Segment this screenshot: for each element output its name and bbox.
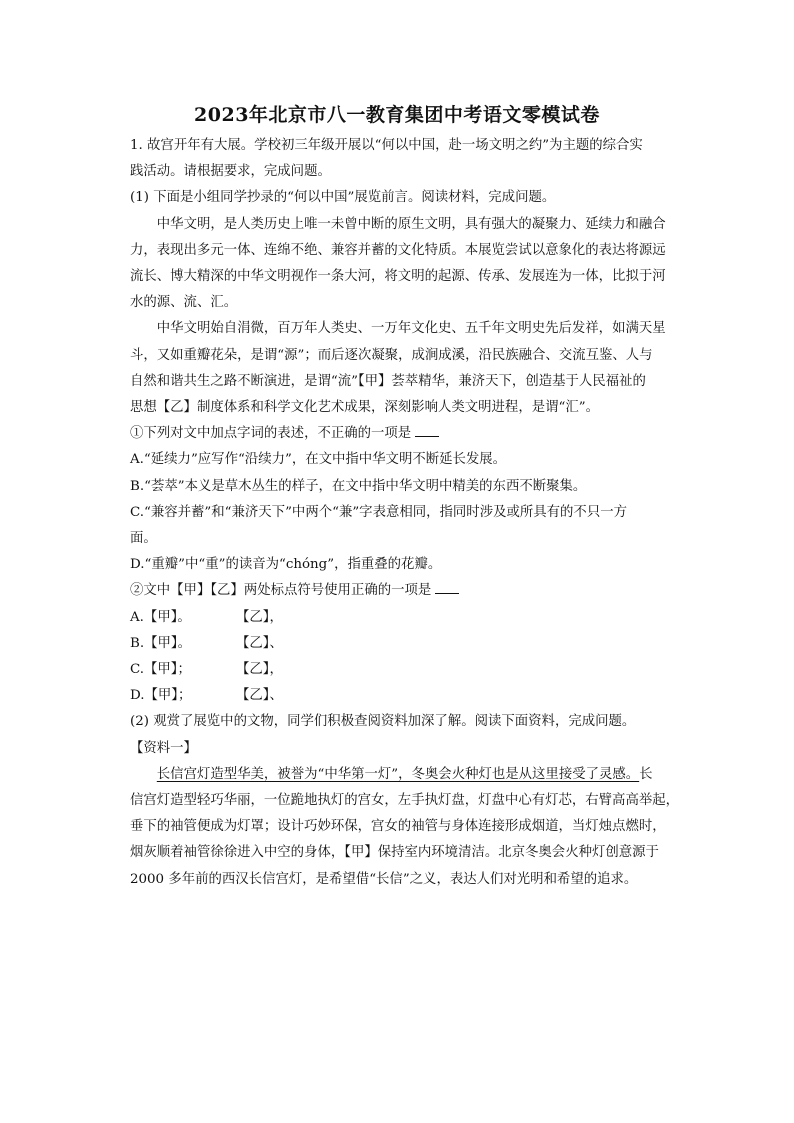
material-line: 2000 多年前的西汉长信宫灯，是希望借“长信”之义，表达人们对光明和希望的追求。 bbox=[130, 871, 638, 887]
passage-line: 流长、博大精深的中华文明视作一条大河，将文明的起源、传承、发展连为一体，比拟于河 bbox=[130, 269, 666, 285]
option bbox=[130, 657, 698, 683]
option: B.“荟萃”本义是草木丛生的样子，在文中指中华文明中精美的东西不断聚集。 bbox=[130, 478, 587, 494]
option-part-a: C.【甲】； bbox=[130, 662, 191, 678]
passage-line: 中华文明，是人类历史上唯一未曾中断的原生文明，具有强大的凝聚力、延续力和融合 bbox=[156, 216, 666, 232]
option: A.“延续力”应写作“沿续力”，在文中指中华文明不断延长发展。 bbox=[130, 452, 507, 468]
option-part-a: B.【甲】。 bbox=[130, 635, 191, 651]
sub-question-1-stem bbox=[130, 421, 698, 447]
question-1-line: 践活动。请根据要求，完成问题。 bbox=[130, 164, 331, 180]
option: C.“兼容并蓄”和“兼济天下”中两个“兼”字表意相同，指同时涉及或所具有的不只一方 bbox=[130, 504, 627, 520]
option-part-b: 【乙】、 bbox=[236, 635, 283, 651]
material-line: 垂下的袖管便成为灯罩；设计巧妙环保，宫女的袖管与身体连接形成烟道，当灯烛点燃时， bbox=[130, 819, 666, 835]
passage-line: 水的源、流、汇。 bbox=[130, 295, 238, 311]
material-line: 烟灰顺着袖管徐徐进入中空的身体，【甲】保持室内环境清洁。北京冬奥会火种灯创意源于 bbox=[130, 845, 659, 861]
passage-line: 力，表现出多元一体、连绵不绝、兼容并蓄的文化特质。本展览尝试以意象化的表达将源远 bbox=[130, 242, 666, 258]
passage-line: 自然和谐共生之路不断演进，是谓“流”【甲】荟萃精华，兼济天下，创造基于人民福祉的 bbox=[130, 373, 646, 389]
answer-blank[interactable] bbox=[415, 422, 439, 437]
answer-blank[interactable] bbox=[435, 579, 459, 594]
material-label: 【资料一】 bbox=[130, 740, 197, 756]
question-1-line: 1. 故宫开年有大展。学校初三年级开展以“何以中国，赴一场文明之约”为主题的综合实 bbox=[130, 138, 643, 153]
option bbox=[130, 631, 698, 657]
passage-line: 思想【乙】制度体系和科学文化艺术成果，深刻影响人类文明进程，是谓“汇”。 bbox=[130, 400, 599, 416]
option: 面。 bbox=[130, 531, 157, 547]
part-2-intro: (2) 观赏了展览中的文物，同学们积极查阅资料加深了解。阅读下面资料，完成问题。 bbox=[130, 714, 636, 730]
option-part-a: A.【甲】。 bbox=[130, 609, 191, 625]
question-1-line: (1) 下面是小组同学抄录的“何以中国”展览前言。阅读材料，完成问题。 bbox=[130, 190, 556, 206]
material-line: 信宫灯造型轻巧华丽，一位跪地执灯的宫女，左手执灯盘，灯盘中心有灯芯，右臂高高举起， bbox=[130, 793, 680, 809]
passage-line: 中华文明始自涓微，百万年人类史、一万年文化史、五千年文明史先后发祥，如满天星 bbox=[156, 321, 666, 337]
underlined-sentence: 长信宫灯造型华美，被誉为“中华第一灯”，冬奥会火种灯也是从这里接受了灵感。 bbox=[156, 766, 640, 782]
passage-line: 斗，又如重瓣花朵，是谓“源”；而后逐次凝聚，成涧成溪，沿民族融合、交流互鉴、人与 bbox=[130, 347, 653, 363]
sub-question-2-text: ②文中【甲】【乙】两处标点符号使用正确的一项是 bbox=[130, 583, 432, 599]
option-part-b: 【乙】， bbox=[236, 609, 283, 625]
sub-question-1-text: ①下列对文中加点字词的表述，不正确的一项是 bbox=[130, 426, 412, 442]
material-line bbox=[130, 762, 698, 788]
page-title: 2023年北京市八一教育集团中考语文零模试卷 bbox=[194, 104, 600, 126]
option bbox=[130, 683, 698, 709]
option-part-b: 【乙】， bbox=[236, 662, 283, 678]
option: D.“重瓣”中“重”的读音为“chóng”，指重叠的花瓣。 bbox=[130, 557, 442, 573]
sub-question-2-stem bbox=[130, 578, 698, 604]
option-part-b: 【乙】、 bbox=[236, 688, 283, 704]
material-line-tail: 长 bbox=[639, 766, 653, 782]
option-part-a: D.【甲】； bbox=[130, 688, 192, 704]
question-body bbox=[130, 133, 698, 893]
option bbox=[130, 605, 698, 631]
